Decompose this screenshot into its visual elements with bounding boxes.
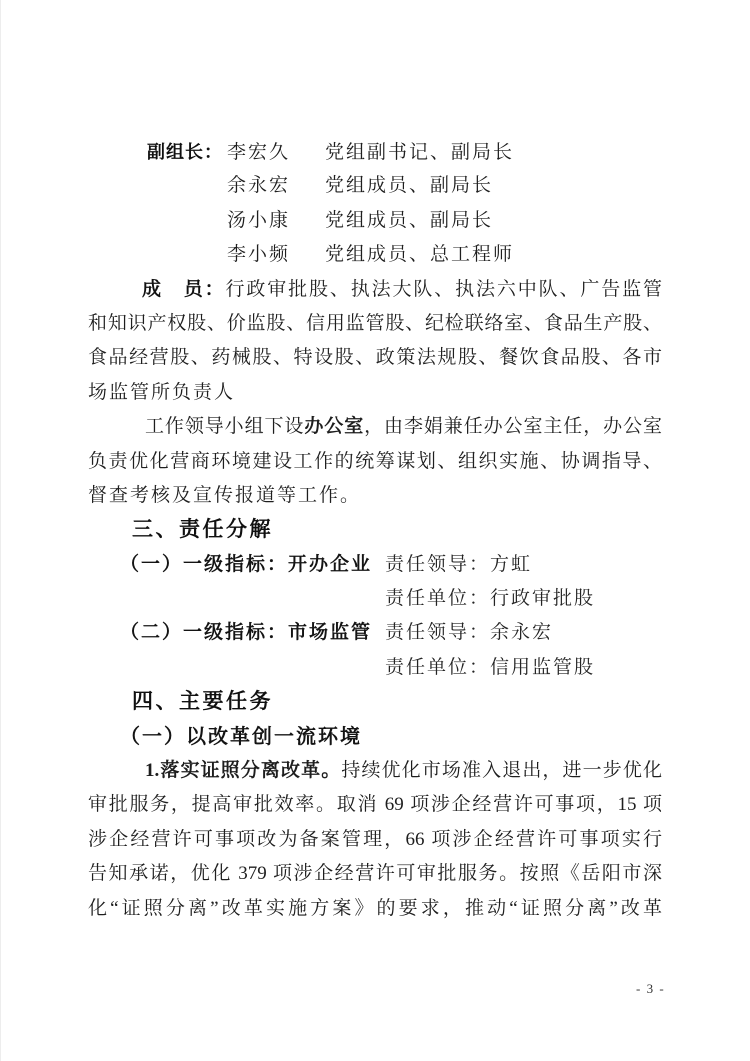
responsible-leader: 责任领导：余永宏 (385, 622, 554, 644)
responsible-unit: 责任单位：信用监管股 (385, 656, 596, 678)
members-text: 行政审批股、执法大队、执法六中队、广告监管 (225, 278, 662, 300)
office-paragraph-line (88, 410, 662, 444)
subsection-heading-reform: （一）以改革创一流环境 (120, 725, 362, 748)
leader-name: 汤小康 (227, 209, 291, 231)
leader-name: 李小频 (227, 244, 291, 266)
leader-title: 党组成员、副局长 (325, 209, 494, 231)
members-paragraph-line: 和知识产权股、价监股、信用监管股、纪检联络室、食品生产股、 (88, 312, 662, 334)
leader-title: 党组成员、总工程师 (325, 244, 515, 266)
indicator-row (88, 548, 662, 582)
leader-name: 李宏久 (227, 142, 291, 163)
task-text: 持续优化市场准入退出，进一步优化 (341, 760, 662, 782)
deputy-leader-row (88, 238, 662, 272)
office-paragraph-line: 督查考核及宣传报道等工作。 (88, 484, 362, 506)
responsible-leader: 责任领导：方虹 (385, 553, 533, 575)
task-paragraph-line: 告知承诺，优化 379 项涉企经营许可审批服务。按照《岳阳市深 (88, 863, 662, 885)
indicator-label: （二）一级指标：市场监管 (120, 622, 373, 644)
members-paragraph-line (88, 273, 662, 307)
deputy-leader-row (88, 169, 662, 203)
task-paragraph-line (88, 754, 662, 788)
page-number: - 3 - (636, 981, 666, 996)
task-paragraph-line: 审批服务，提高审批效率。取消 69 项涉企经营许可事项，15 项 (88, 794, 662, 816)
responsible-unit: 责任单位：行政审批股 (385, 588, 596, 610)
leader-title: 党组成员、副局长 (325, 175, 494, 197)
task-bold-lead: 1.落实证照分离改革。 (145, 760, 342, 782)
deputy-leader-label: 副组长： (147, 142, 223, 162)
section-heading-main-tasks: 四、主要任务 (132, 690, 273, 714)
office-paragraph-line: 负责优化营商环境建设工作的统筹谋划、组织实施、协调指导、 (88, 450, 662, 472)
document-body (88, 135, 662, 926)
indicator-label: （一）一级指标：开办企业 (120, 553, 373, 575)
task-paragraph-line: 涉企经营许可事项改为备案管理，66 项涉企经营许可事项实行 (88, 828, 662, 850)
indicator-row (88, 616, 662, 650)
office-bold-term: 办公室 (304, 416, 365, 438)
leader-name: 余永宏 (227, 175, 291, 197)
section-heading-responsibility: 三、责任分解 (132, 518, 273, 542)
members-paragraph-line: 食品经营股、药械股、特设股、政策法规股、餐饮食品股、各市 (88, 347, 662, 369)
members-label: 成 员： (142, 278, 226, 300)
task-paragraph-line: 化“证照分离”改革实施方案》的要求，推动“证照分离”改革 (88, 897, 662, 919)
office-text: ，由李娟兼任办公室主任，办公室 (364, 416, 662, 438)
leader-title: 党组副书记、副局长 (325, 142, 515, 163)
deputy-leader-row (88, 135, 662, 169)
members-paragraph-line: 场监管所负责人 (88, 381, 236, 403)
deputy-leader-row (88, 204, 662, 238)
office-text: 工作领导小组下设 (145, 416, 305, 438)
